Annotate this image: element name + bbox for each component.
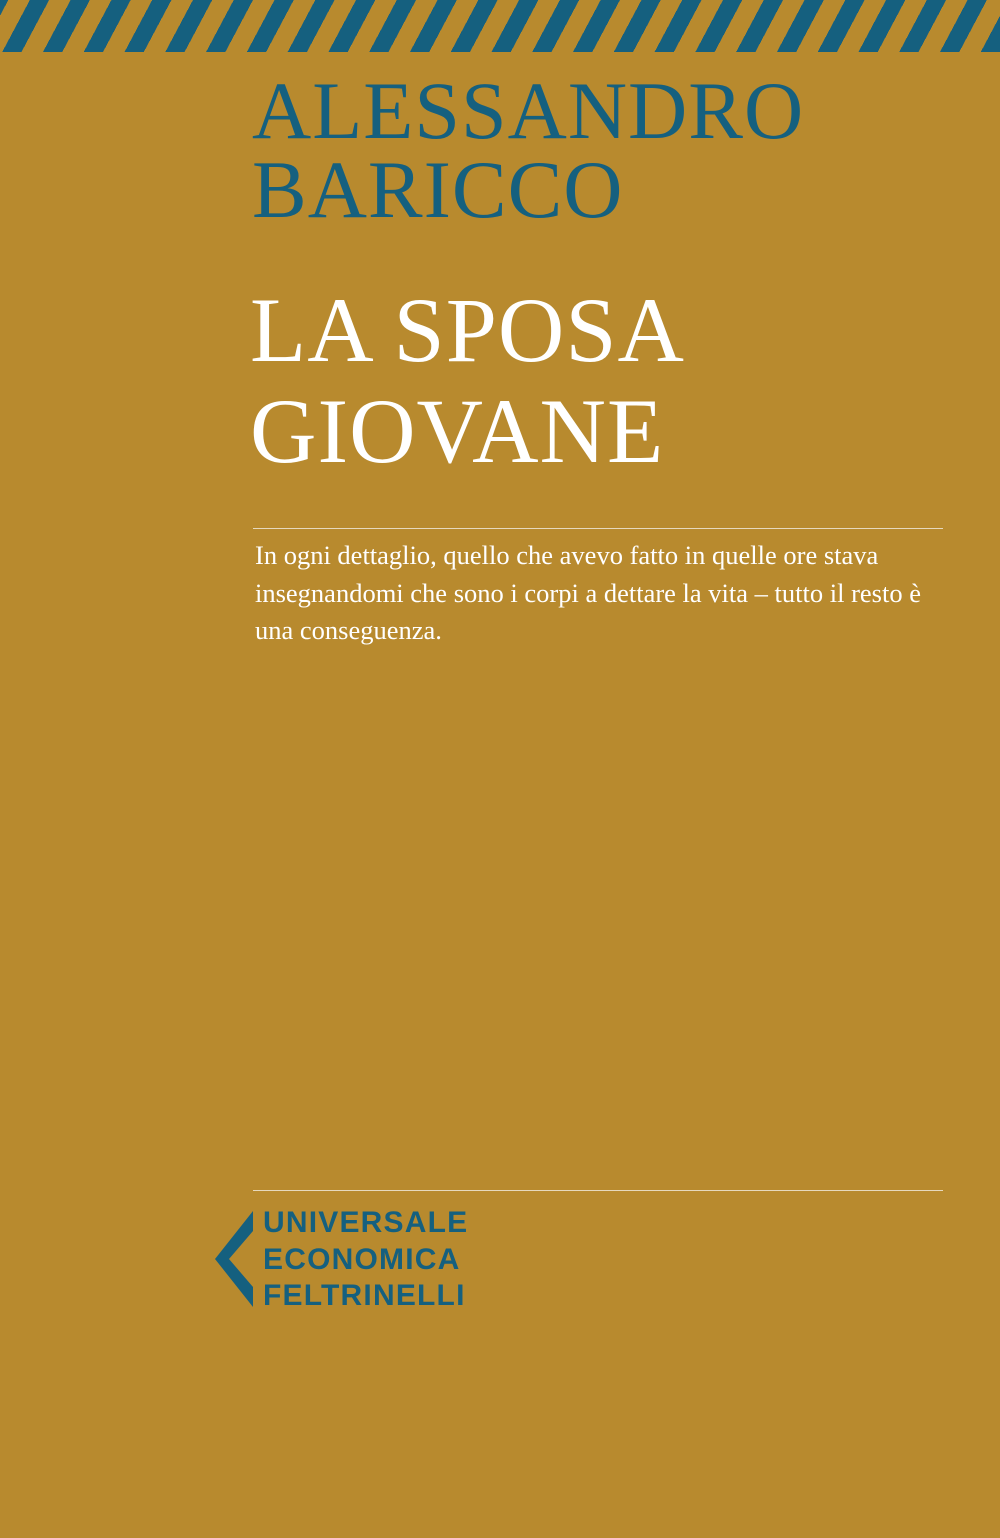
divider-top — [253, 528, 943, 529]
title-line-2: GIOVANE — [250, 380, 665, 483]
cover-blurb: In ogni dettaglio, quello che avevo fatto in quelle ore stava insegnandomi che sono i corpi a dettare la vita – tutto il resto è una conseguenza. — [255, 540, 921, 646]
diagonal-stripe-band — [0, 0, 1000, 52]
author-line-2: BARICCO — [252, 143, 624, 235]
publisher-line-1: UNIVERSALE — [263, 1206, 469, 1239]
author-name — [252, 65, 952, 235]
divider-bottom — [253, 1190, 943, 1191]
publisher-block — [215, 1205, 615, 1315]
publisher-line-2: ECONOMICA — [263, 1242, 461, 1276]
title-line-1: LA SPOSA — [250, 279, 685, 381]
publisher-name — [263, 1205, 468, 1315]
book-title — [250, 280, 970, 482]
feltrinelli-f-icon — [215, 1211, 253, 1307]
author-line-1: ALESSANDRO — [252, 65, 805, 156]
publisher-line-3: FELTRINELLI — [263, 1279, 466, 1313]
